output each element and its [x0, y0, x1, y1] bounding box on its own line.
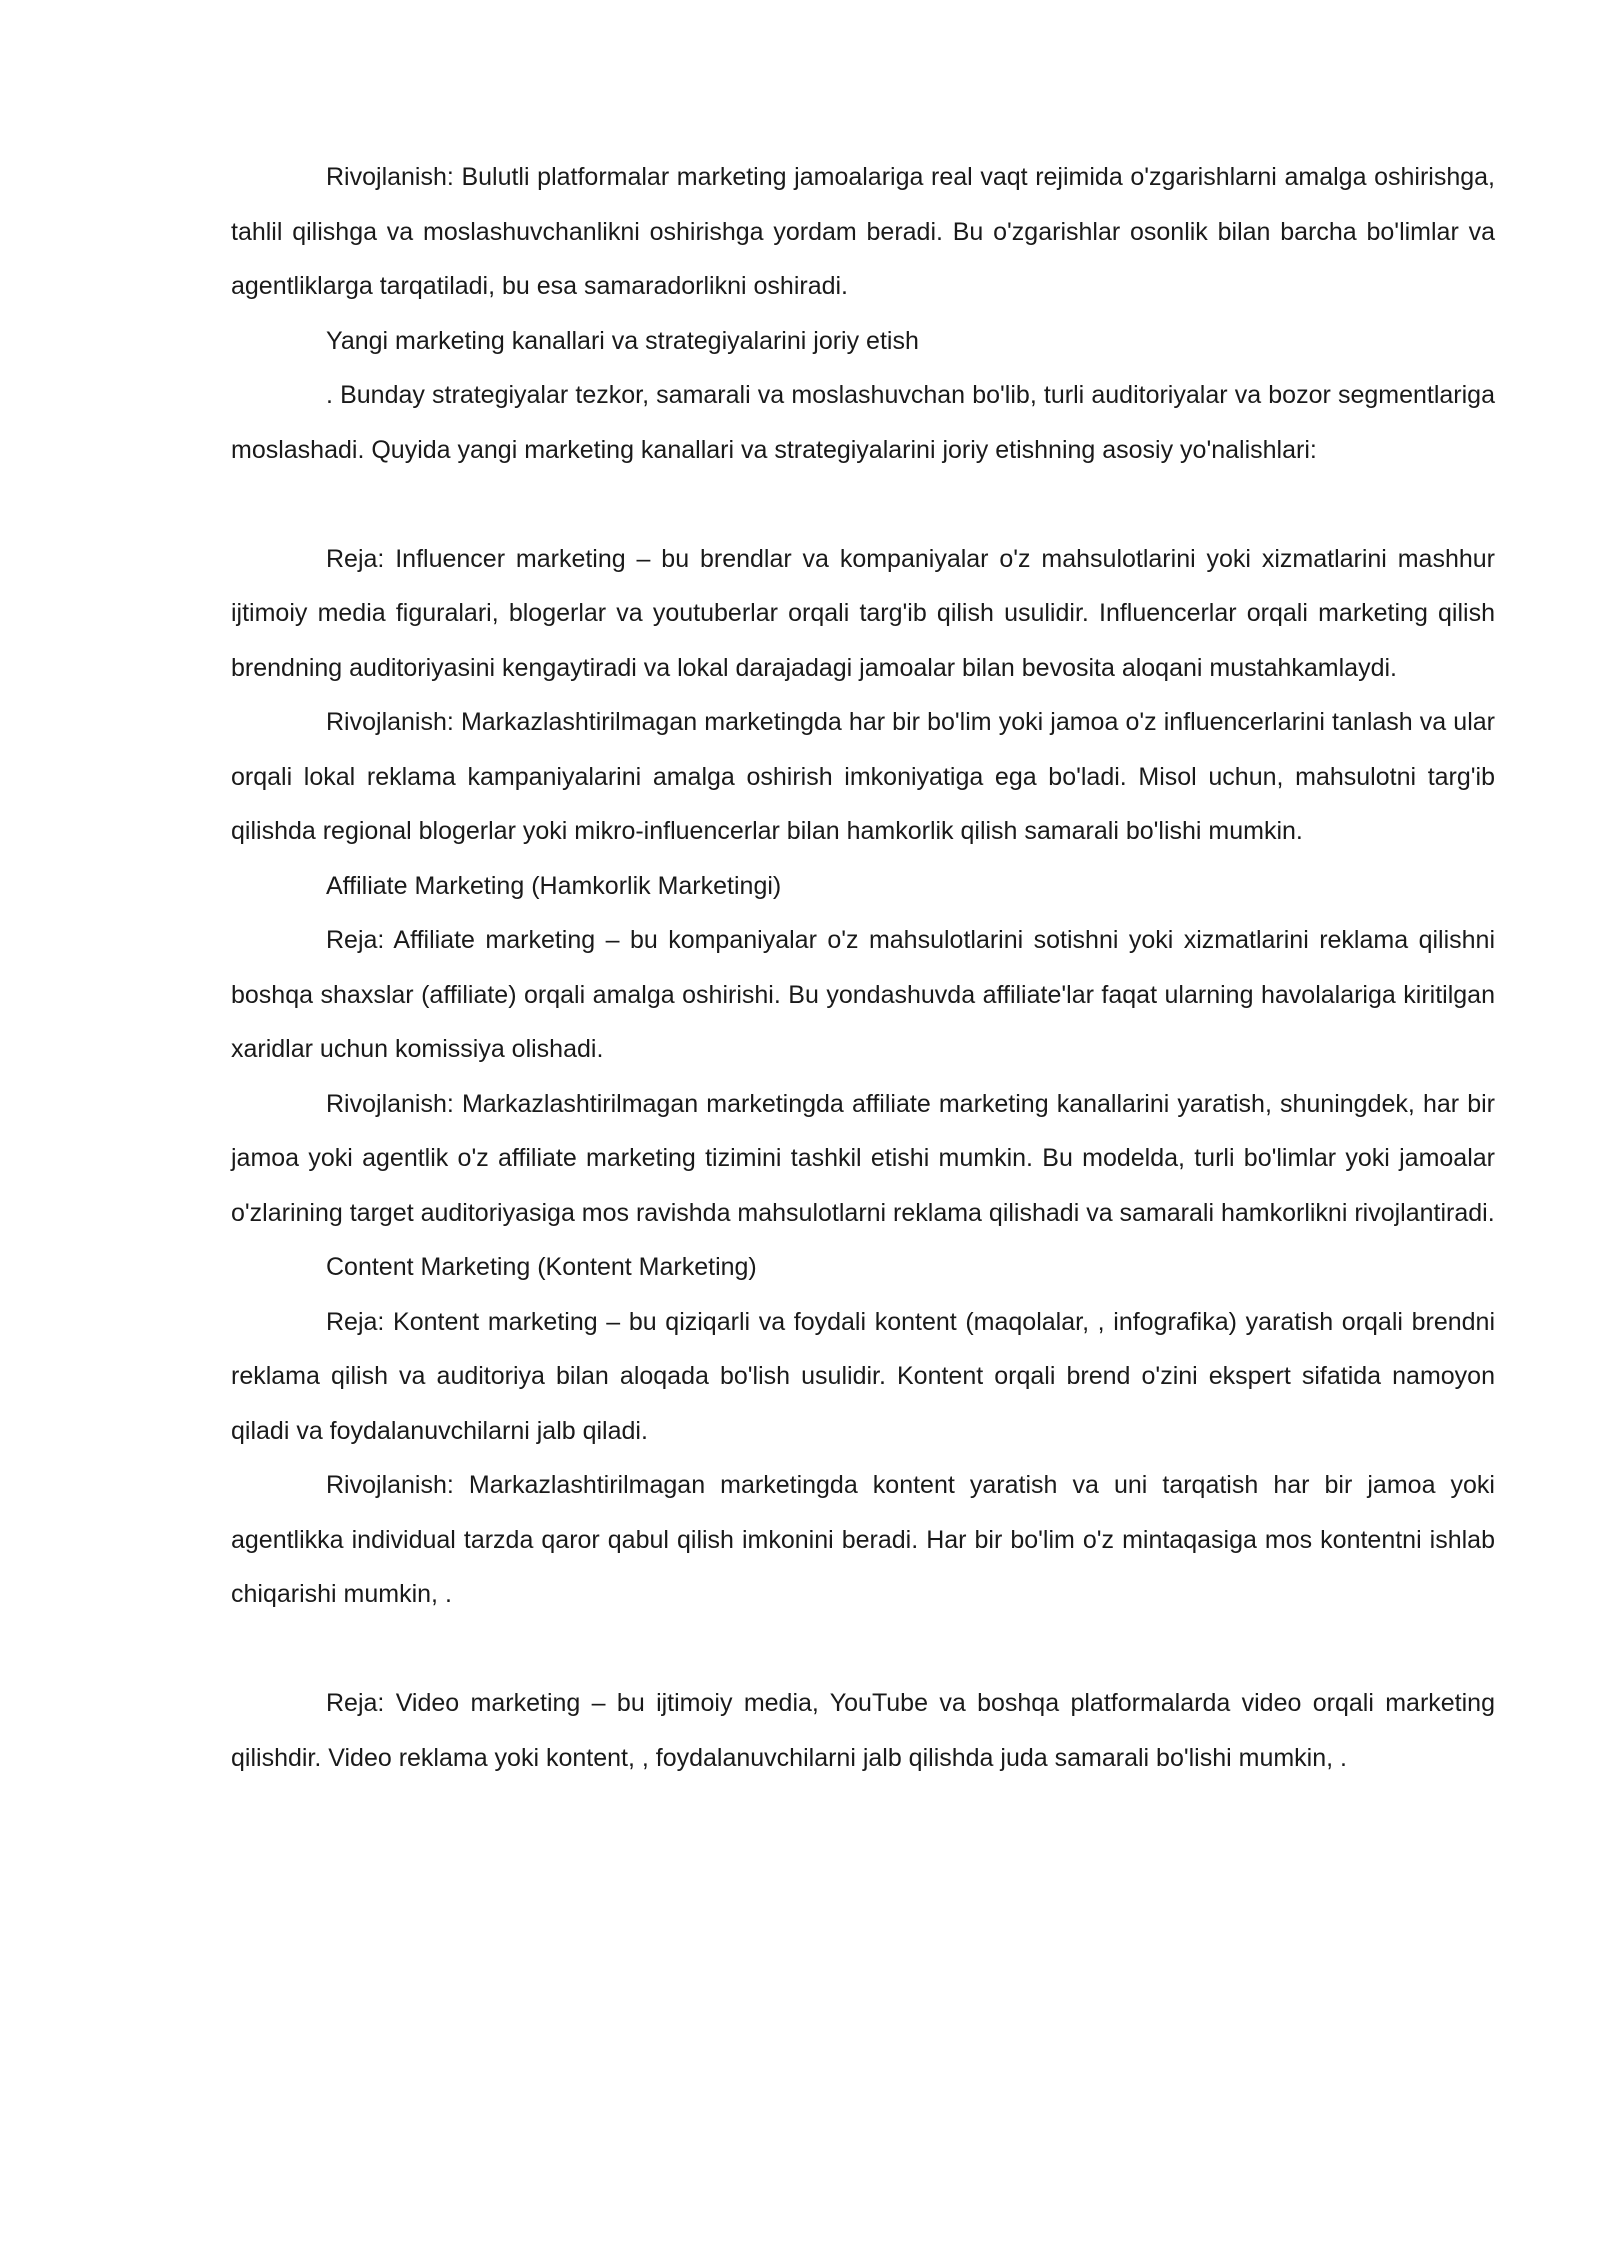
heading-content-marketing: Content Marketing (Kontent Marketing) — [326, 1253, 757, 1281]
paragraph-affiliate-plan: Reja: Affiliate marketing – bu kompaniyalar o'z mahsulotlarini sotishni yoki xizmatlarini reklama qilishni boshqa shaxslar (affiliate) orqali amalga oshirishi. Bu yondashuvda affiliate'lar faqat ularning havolalariga kiritilgan xaridlar uchun komissiya olishadi. — [231, 926, 1495, 1063]
paragraph-influencer-development: Rivojlanish: Markazlashtirilmagan marketingda har bir bo'lim yoki jamoa o'z influencerlarini tanlash va ular orqali lokal reklama kampaniyalarini amalga oshirish imkoniyatiga ega bo'ladi. Misol uchun, mahsulotni targ'ib qilishda regional blogerlar yoki mikro-influencerlar bilan hamkorlik qilish samarali bo'lishi mumkin. — [231, 708, 1495, 845]
blank-line — [231, 477, 1495, 532]
blank-line — [231, 1622, 1495, 1677]
paragraph-video-plan: Reja: Video marketing – bu ijtimoiy media, YouTube va boshqa platformalarda video orqali marketing qilishdir. Video reklama yoki kontent, , foydalanuvchilarni jalb qilishda juda samarali bo'lishi mumkin, . — [231, 1689, 1495, 1772]
paragraph-strategies-intro: . Bunday strategiyalar tezkor, samarali va moslashuvchan bo'lib, turli auditoriyalar va bozor segmentlariga moslashadi. Quyida yangi marketing kanallari va strategiyalarini joriy etishning asosiy yo'nalishlari: — [231, 381, 1495, 464]
paragraph-content-development: Rivojlanish: Markazlashtirilmagan marketingda kontent yaratish va uni tarqatish har bir jamoa yoki agentlikka individual tarzda qaror qabul qilish imkonini beradi. Har bir bo'lim o'z mintaqasiga mos kontentni ishlab chiqarishi mumkin, . — [231, 1471, 1495, 1608]
heading-new-channels: Yangi marketing kanallari va strategiyalarini joriy etish — [326, 326, 919, 355]
paragraph-affiliate-development: Rivojlanish: Markazlashtirilmagan marketingda affiliate marketing kanallarini yaratish, shuningdek, har bir jamoa yoki agentlik o'z affiliate marketing tizimini tashkil etishi mumkin. Bu modelda, turli bo'limlar yoki jamoalar o'zlarining target auditoriyasiga mos ravishda mahsulotlarni reklama qilishadi va samarali hamkorlikni rivojlantiradi. — [231, 1089, 1495, 1227]
document-body — [231, 150, 1495, 1785]
paragraph-content-plan: Reja: Kontent marketing – bu qiziqarli va foydali kontent (maqolalar, , infografika) yaratish orqali brendni reklama qilish va auditoriya bilan aloqada bo'lish usulidir. Kontent orqali brend o'zini ekspert sifatida namoyon qiladi va foydalanuvchilarni jalb qiladi. — [231, 1307, 1495, 1445]
paragraph-cloud-development: Rivojlanish: Bulutli platformalar marketing jamoalariga real vaqt rejimida o'zgarishlarni amalga oshirishga, tahlil qilishga va moslashuvchanlikni oshirishga yordam beradi. Bu o'zgarishlar osonlik bilan barcha bo'limlar va agentliklarga tarqatiladi, bu esa samaradorlikni oshiradi. — [231, 163, 1495, 300]
paragraph-influencer-plan: Reja: Influencer marketing – bu brendlar va kompaniyalar o'z mahsulotlarini yoki xizmatlarini mashhur ijtimoiy media figuralari, blogerlar va youtuberlar orqali targ'ib qilish usulidir. Influencerlar orqali marketing qilish brendning auditoriyasini kengaytiradi va lokal darajadagi jamoalar bilan bevosita aloqani mustahkamlaydi. — [231, 544, 1495, 682]
heading-affiliate-marketing: Affiliate Marketing (Hamkorlik Marketingi) — [326, 871, 782, 900]
